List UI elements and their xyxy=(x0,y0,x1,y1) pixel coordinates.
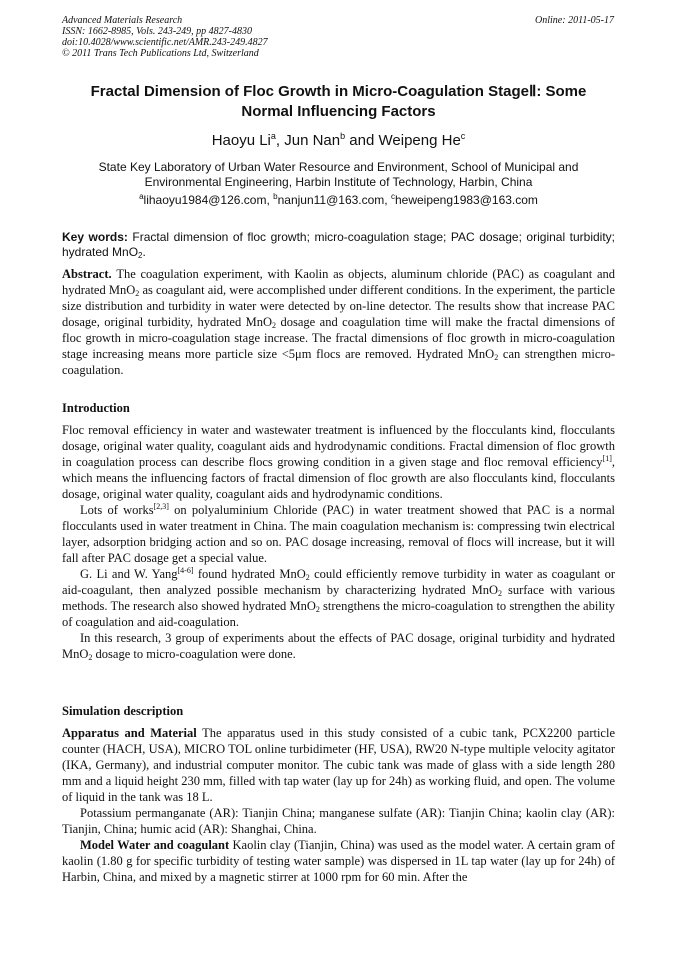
affiliation: State Key Laboratory of Urban Water Resource and Environment, School of Municipal and Environmental Engineering, Harbin Institute of Technology, Harbin, China xyxy=(98,160,579,189)
paragraph: Potassium permanganate (AR): Tianjin China; manganese sulfate (AR): Tianjin China; kaolin clay (AR): Tianjin, China; humic acid (AR): Shanghai, China. xyxy=(62,806,615,836)
section-heading-simulation: Simulation description xyxy=(62,704,184,718)
paragraph: Apparatus and Material The apparatus used in this study consisted of a cubic tank, PCX2200 particle counter (HACH, USA), MICRO TOL online turbidimeter (HF, USA), RW20 N-type multiple velocity agitator (IKA, Germany), and industrial computer monitor. The cubic tank was made of glass with a side length 280 mm and a liquid height 230 mm, filled with tap water (lay up for 24h) as working fluid, and open. The volume of liquid in the tank was 18 L. xyxy=(62,726,615,804)
copyright-line: © 2011 Trans Tech Publications Ltd, Switzerland xyxy=(62,48,259,59)
email-link[interactable]: heweipeng1983@163.com xyxy=(394,193,538,207)
paragraph: In this research, 3 group of experiments about the effects of PAC dosage, original turbidity and hydrated MnO$_2$ dosage to micro-coagulation were done. xyxy=(62,631,615,662)
simulation-text xyxy=(62,725,615,885)
introduction-text xyxy=(62,422,615,662)
email-link[interactable]: nanjun11@163.com xyxy=(277,193,385,207)
author-emails: $^a$lihaoyu1984@126.com, $^b$nanjun11@163.com, $^c$heweipeng1983@163.com xyxy=(139,192,538,207)
journal-name: Advanced Materials Research xyxy=(62,15,183,26)
paragraph: G. Li and W. Yang[4-6] found hydrated MnO$_2$ could efficiently remove turbidity in water as coagulant or aid-coagulant, then analyzed possible mechanism by characterizing hydrated MnO$_2$ surface with various methods. The research also showed hydrated MnO$_2$ strengthens the micro-coagulation to strengthen the ability of coagulation and aid-coagulation. xyxy=(62,565,615,629)
journal-info xyxy=(62,15,268,59)
online-date: Online: 2011-05-17 xyxy=(535,15,614,26)
paragraph: Lots of works[2,3] on polyaluminium Chloride (PAC) in water treatment showed that PAC is a normal flocculants used in water treatment in China. The main coagulation mechanism is: compressing twin electrical layer, adsorption bridging action and so on. PAC dosage increasing, removal of flocs will increase, but it will fall after PAC dosage get a special value. xyxy=(62,501,615,565)
abstract: Abstract. The coagulation experiment, with Kaolin as objects, aluminum chloride (PAC) as coagulant and hydrated MnO$_2$ as coagulant aid, were accomplished under different conditions. In the experiment, the particle size distribution and turbidity in water were detected by on-line detector. The results show that increase PAC dosage, original turbidity, hydrated MnO$_2$ dosage and coagulation time will make the fractal dimensions of floc growth in micro-coagulation stage increase. The fractal dimensions of floc growth in micro-coagulation stage increasing means more particle size <5μm flocs are removed. Hydrated MnO$_2$ can strengthen micro-coagulation. xyxy=(62,267,616,377)
paper-title: Fractal Dimension of Floc Growth in Micro-Coagulation StageⅡ: Some Normal Influencing Factors xyxy=(90,83,587,120)
keywords: Key words: Fractal dimension of floc growth; micro-coagulation stage; PAC dosage; original turbidity; hydrated MnO$_2$. xyxy=(62,230,616,260)
section-heading-introduction: Introduction xyxy=(62,401,130,415)
issn-line: ISSN: 1662-8985, Vols. 243-249, pp 4827-4830 xyxy=(62,26,252,37)
doi-line: doi:10.4028/www.scientific.net/AMR.243-249.4827 xyxy=(62,37,268,48)
author-list: Haoyu Li$^a$, Jun Nan$^b$ and Weipeng He$^c$ xyxy=(211,131,466,149)
paragraph: Floc removal efficiency in water and wastewater treatment is influenced by the flocculants kind, flocculants dosage, original water quality, coagulant aids and hydrodynamic conditions. Fractal dimension of floc growth in coagulation process can describe flocs growing condition in a given stage and floc removal efficiency[1], which means the influencing factors of fractal dimension of floc growth are also flocculants kind, flocculants dosage, original water quality, coagulant aids and hydrodynamic conditions. xyxy=(62,423,615,501)
paragraph: Model Water and coagulant Kaolin clay (Tianjin, China) was used as the model water. A certain gram of kaolin (1.80 g for specific turbidity of testing water sample) was dispersed in 1L tap water (lay up for 24h) of Harbin, China, and mixed by a magnetic stirrer at 1000 rpm for 60 min. After the xyxy=(62,838,615,884)
email-link[interactable]: lihaoyu1984@126.com xyxy=(143,193,267,207)
